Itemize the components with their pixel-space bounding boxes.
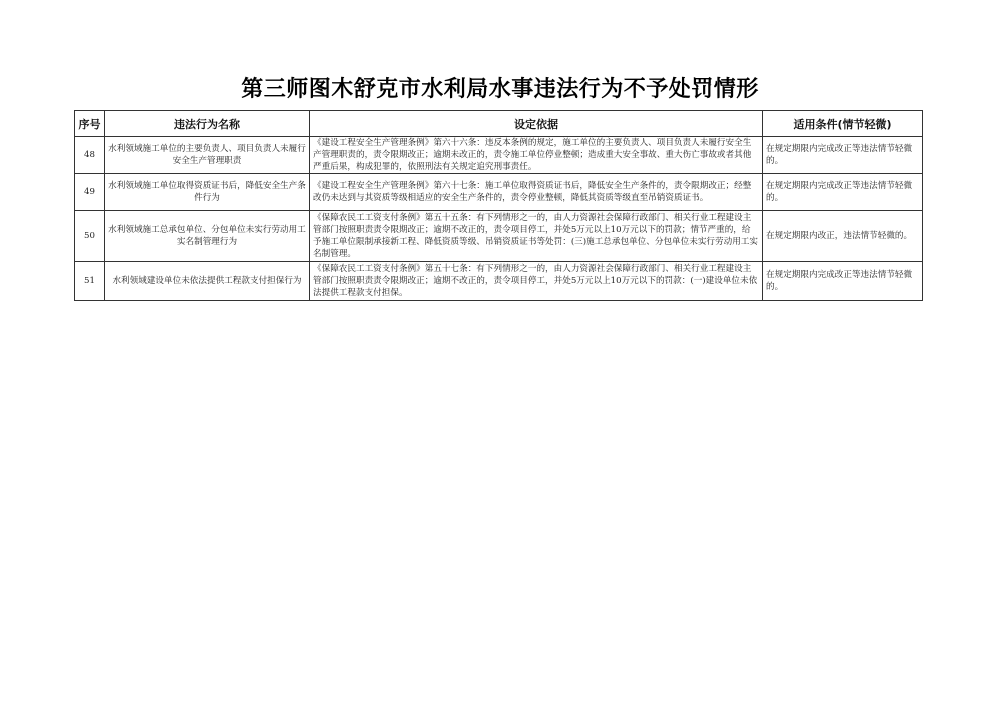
row-violation-name: 水利领域建设单位未依法提供工程款支付担保行为	[105, 262, 310, 301]
penalty-table	[74, 110, 923, 301]
header-condition: 适用条件(情节轻微)	[763, 111, 923, 137]
table-row	[75, 211, 923, 262]
row-violation-name: 水利领域施工单位的主要负责人、项目负责人未履行安全生产管理职责	[105, 137, 310, 174]
table-row	[75, 137, 923, 174]
row-violation-name: 水利领域施工单位取得资质证书后，降低安全生产条件行为	[105, 174, 310, 211]
table-row	[75, 174, 923, 211]
row-legal-basis: 《建设工程安全生产管理条例》第六十七条：施工单位取得资质证书后，降低安全生产条件的，责令限期改正；经整改仍未达到与其资质等级相适应的安全生产条件的，责令停业整顿，降低其资质等级直至吊销资质证书。	[310, 174, 763, 211]
table-header-row	[75, 111, 923, 137]
row-seq: 49	[75, 174, 105, 211]
row-condition: 在规定期限内完成改正等违法情节轻微的。	[763, 174, 923, 211]
row-legal-basis: 《建设工程安全生产管理条例》第六十六条：违反本条例的规定，施工单位的主要负责人、项目负责人未履行安全生产管理职责的，责令限期改正；逾期未改正的，责令施工单位停业整顿；造成重大安全事故、重大伤亡事故或者其他严重后果，构成犯罪的，依照刑法有关规定追究刑事责任。	[310, 137, 763, 174]
row-condition: 在规定期限内完成改正等违法情节轻微的。	[763, 262, 923, 301]
row-seq: 50	[75, 211, 105, 262]
row-condition: 在规定期限内完成改正等违法情节轻微的。	[763, 137, 923, 174]
page-title: 第三师图木舒克市水利局水事违法行为不予处罚情形	[241, 76, 759, 102]
row-seq: 51	[75, 262, 105, 301]
header-seq: 序号	[75, 111, 105, 137]
row-condition: 在规定期限内改正，违法情节轻微的。	[763, 211, 923, 262]
row-legal-basis: 《保障农民工工资支付条例》第五十七条：有下列情形之一的，由人力资源社会保障行政部门、相关行业工程建设主管部门按照职责责令限期改正；逾期不改正的，责令项目停工，并处5万元以上10万元以下的罚款：(一)建设单位未依法提供工程款支付担保。	[310, 262, 763, 301]
row-seq: 48	[75, 137, 105, 174]
header-name: 违法行为名称	[105, 111, 310, 137]
header-basis: 设定依据	[310, 111, 763, 137]
row-violation-name: 水利领域施工总承包单位、分包单位未实行劳动用工实名制管理行为	[105, 211, 310, 262]
table-row	[75, 262, 923, 301]
row-legal-basis: 《保障农民工工资支付条例》第五十五条：有下列情形之一的，由人力资源社会保障行政部门、相关行业工程建设主管部门按照职责责令限期改正；逾期不改正的，责令项目停工，并处5万元以上10万元以下的罚款；情节严重的，给予施工单位限制承接新工程、降低资质等级、吊销资质证书等处罚：(三)施工总承包单位、分包单位未实行劳动用工实名制管理。	[310, 211, 763, 262]
